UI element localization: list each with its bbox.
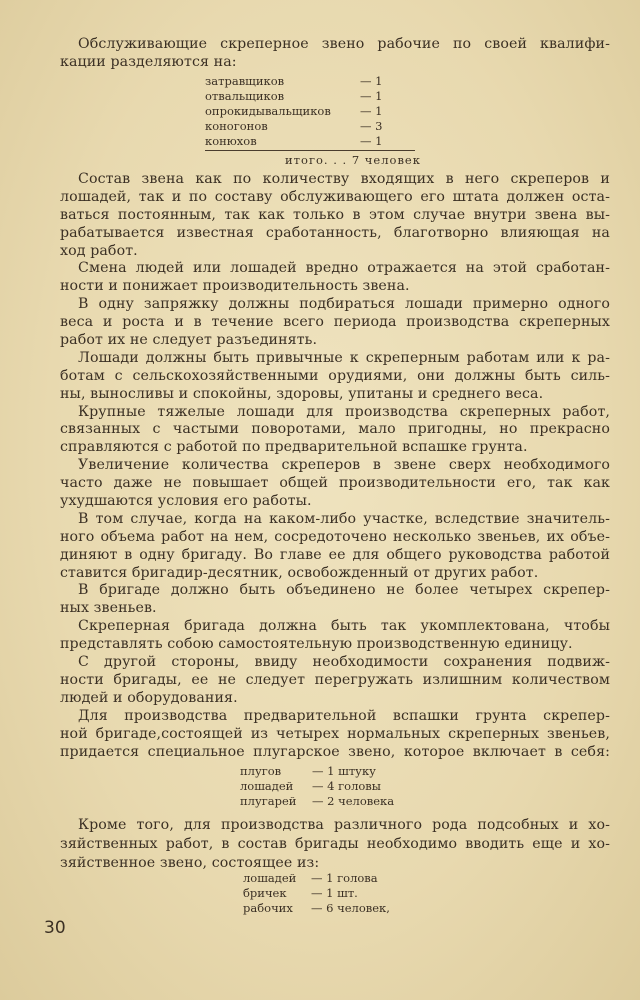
text-line: часто даже не повышает общей производительности его, так как: [60, 475, 610, 492]
item-value: — 6 человек,: [311, 901, 390, 915]
closing-paragraph: [60, 816, 610, 873]
text-line: кации разделяются на:: [60, 53, 237, 70]
list-item: [240, 794, 394, 809]
list-item: [243, 871, 390, 886]
text-line: ны, выносливы и спокойны, здоровы, упитаны и среднего веса.: [60, 385, 544, 402]
total-rule: [205, 150, 415, 151]
total-line: итого. . . 7 человек: [285, 153, 421, 167]
text-line: ставится бригадир-десятник, освобожденный от других работ.: [60, 564, 539, 581]
text-line: ности бригады, ее не следует перегружать излишним количеством: [60, 671, 610, 688]
item-name: плугов: [240, 764, 282, 778]
list-item: [205, 104, 382, 119]
text-line: зяйственное звено, состоящее из:: [60, 855, 320, 871]
text-line: ности и понижает производительность звена.: [60, 278, 410, 295]
item-value: — 1: [360, 134, 383, 148]
item-value: — 1 шт.: [311, 886, 358, 900]
item-value: — 1 штуку: [312, 764, 376, 778]
text-line: придается специальное плугарское звено, которое включает в себя:: [60, 743, 610, 760]
item-value: — 1: [360, 104, 383, 118]
item-value: — 4 головы: [312, 779, 381, 793]
intro-paragraph: [60, 36, 610, 72]
text-line: В бригаде должно быть объединено не более четырех скрепер-: [78, 582, 610, 599]
text-line: ной бригаде,состоящей из четырех нормальных скреперных звеньев,: [60, 725, 610, 742]
text-line: Для производства предварительной вспашки грунта скрепер-: [78, 707, 610, 724]
list-item: [243, 901, 390, 916]
text-line: зяйственных работ, в состав бригады необходимо вводить еще и хо-: [60, 836, 610, 852]
text-line: связанных с частыми поворотами, мало пригодны, но прекрасно: [60, 421, 610, 438]
workers-list: [205, 74, 382, 149]
text-line: ход работ.: [60, 242, 138, 259]
text-line: представлять собою самостоятельную производственную единицу.: [60, 636, 573, 653]
item-name: затравщиков: [205, 74, 285, 88]
text-line: ных звеньев.: [60, 600, 157, 617]
text-line: В том случае, когда на каком-либо участке, вследствие значитель-: [78, 510, 610, 527]
text-line: диняют в одну бригаду. Во главе ее для общего руководства работой: [60, 546, 610, 563]
list-item: [243, 886, 390, 901]
text-line: рабатывается известная сработанность, благотворно влияющая на: [60, 224, 610, 241]
item-name: отвальщиков: [205, 89, 285, 103]
text-line: ного объема работ на нем, сосредоточено несколько звеньев, их объе-: [60, 528, 610, 545]
list-item: [205, 119, 382, 134]
item-name: лошадей: [243, 871, 297, 885]
item-value: — 1 голова: [311, 871, 378, 885]
text-line: лошадей, так и по составу обслуживающего его штата должен оста-: [60, 188, 610, 205]
text-line: Увеличение количества скреперов в звене сверх необходимого: [78, 457, 610, 474]
item-name: лошадей: [240, 779, 294, 793]
household-unit-list: [243, 871, 390, 916]
text-line: людей и оборудования.: [60, 689, 238, 706]
text-line: В одну запряжку должны подбираться лошади примерно одного: [78, 296, 610, 313]
text-line: Скреперная бригада должна быть так укомплектована, чтобы: [78, 618, 610, 635]
plow-unit-list: [240, 764, 394, 809]
item-value: — 1: [360, 89, 383, 103]
text-line: Лошади должны быть привычные к скреперным работам или к ра-: [78, 349, 610, 366]
list-item: [205, 74, 382, 89]
text-line: Смена людей или лошадей вредно отражается на этой сработан-: [78, 260, 610, 277]
body-text: [60, 171, 610, 761]
item-value: — 2 человека: [312, 794, 395, 808]
item-name: конюхов: [205, 134, 257, 148]
text-line: Кроме того, для производства различного рода подсобных и хо-: [78, 817, 610, 833]
text-line: справляются с работой по предварительной вспашке грунта.: [60, 439, 528, 456]
text-line: ваться постоянным, так как только в этом случае внутри звена вы-: [60, 206, 610, 223]
list-item: [205, 134, 382, 149]
page-number: 30: [44, 918, 66, 938]
list-item: [240, 779, 394, 794]
item-value: — 3: [360, 119, 383, 133]
item-name: рабочих: [243, 901, 293, 915]
text-line: ухудшаются условия его работы.: [60, 493, 312, 510]
text-line: Состав звена как по количеству входящих в него скреперов и: [78, 171, 610, 187]
item-name: бричек: [243, 886, 287, 900]
list-item: [240, 764, 394, 779]
list-item: [205, 89, 382, 104]
item-name: плугарей: [240, 794, 297, 808]
text-line: Крупные тяжелые лошади для производства скреперных работ,: [78, 403, 610, 420]
text-line: веса и роста и в течение всего периода производства скреперных: [60, 314, 610, 331]
item-value: — 1: [360, 74, 383, 88]
text-line: С другой стороны, ввиду необходимости сохранения подвиж-: [78, 654, 610, 671]
text-line: работ их не следует разъединять.: [60, 332, 318, 349]
text-line: ботам с сельскохозяйственными орудиями, они должны быть силь-: [60, 367, 610, 384]
item-name: опрокидывальщиков: [205, 104, 331, 118]
text-line: Обслуживающие скреперное звено рабочие по своей квалифи-: [78, 36, 610, 52]
item-name: коногонов: [205, 119, 268, 133]
